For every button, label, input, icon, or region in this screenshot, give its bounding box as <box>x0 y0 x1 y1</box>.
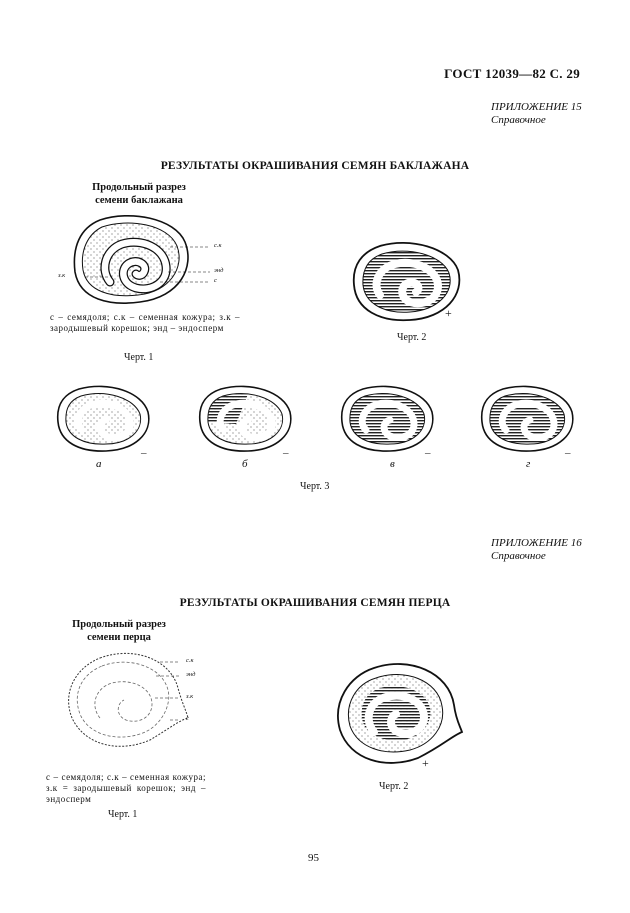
variant-v-seed <box>338 384 438 454</box>
pepper-label-s: с <box>186 715 189 722</box>
section-2-fig2-caption: Черт. 2 <box>379 781 409 792</box>
pepper-label-end: энд <box>186 671 196 678</box>
variant-b-sign: – <box>283 447 289 459</box>
appendix-15-title: ПРИЛОЖЕНИЕ 15 <box>491 101 582 113</box>
appendix-15-subtitle: Справочное <box>491 114 546 126</box>
label-sk: с.к <box>214 242 222 249</box>
appendix-16-label <box>491 537 582 563</box>
pepper-label-zk: з.к <box>186 693 194 700</box>
section-2-legend: с – семядоля; с.к – семенная кожура; з.к = зародышевый корешок; энд – эндосперм <box>46 772 206 804</box>
appendix-15-label <box>491 101 582 127</box>
section-2-fig1-caption: Черт. 1 <box>108 809 138 820</box>
standard-header: ГОСТ 12039—82 С. 29 <box>444 66 580 81</box>
appendix-16-subtitle: Справочное <box>491 550 546 562</box>
variant-v-label: в <box>390 458 395 470</box>
variant-a-label: а <box>96 458 102 470</box>
label-zk: з.к <box>58 272 66 279</box>
eggplant-section-diagram <box>60 212 250 312</box>
page-number: 95 <box>308 852 319 864</box>
variant-a-seed <box>54 384 154 454</box>
label-end: энд <box>214 267 224 274</box>
section-1-legend: с – семядоля; с.к – семенная кожура; з.к – зародышевый корешок; энд – эндосперм <box>50 312 240 333</box>
fig2-plus-sign: + <box>445 306 452 320</box>
diagram-title-line2: семени перца <box>87 632 151 643</box>
variant-g-seed <box>478 384 578 454</box>
pepper-label-sk: с.к <box>186 657 194 664</box>
variant-b-label: б <box>242 458 248 470</box>
section-1-heading: РЕЗУЛЬТАТЫ ОКРАШИВАНИЯ СЕМЯН БАКЛАЖАНА <box>160 160 470 172</box>
variant-a-sign: – <box>141 447 147 459</box>
label-s: с <box>214 277 217 284</box>
section-1-fig1-caption: Черт. 1 <box>124 352 154 363</box>
diagram-title-line1: Продольный разрез <box>92 182 186 193</box>
variant-g-sign: – <box>565 447 571 459</box>
variant-v-sign: – <box>425 447 431 459</box>
appendix-16-title: ПРИЛОЖЕНИЕ 16 <box>491 537 582 549</box>
section-2-heading: РЕЗУЛЬТАТЫ ОКРАШИВАНИЯ СЕМЯН ПЕРЦА <box>179 597 451 609</box>
pepper-fig2-plus-sign: + <box>422 756 429 770</box>
section-1-fig2-caption: Черт. 2 <box>397 332 427 343</box>
section-1-diagram-title <box>84 181 194 207</box>
section-2-diagram-title <box>64 618 174 644</box>
pepper-section-diagram <box>60 648 220 758</box>
eggplant-stained-seed-fig2 <box>350 240 470 325</box>
section-1-fig3-caption: Черт. 3 <box>300 481 330 492</box>
pepper-stained-seed-fig2 <box>334 660 464 770</box>
diagram-title-line2: семени баклажана <box>95 195 183 206</box>
diagram-title-line1: Продольный разрез <box>72 619 166 630</box>
variant-g-label: г <box>526 458 531 470</box>
variant-b-seed <box>196 384 296 454</box>
